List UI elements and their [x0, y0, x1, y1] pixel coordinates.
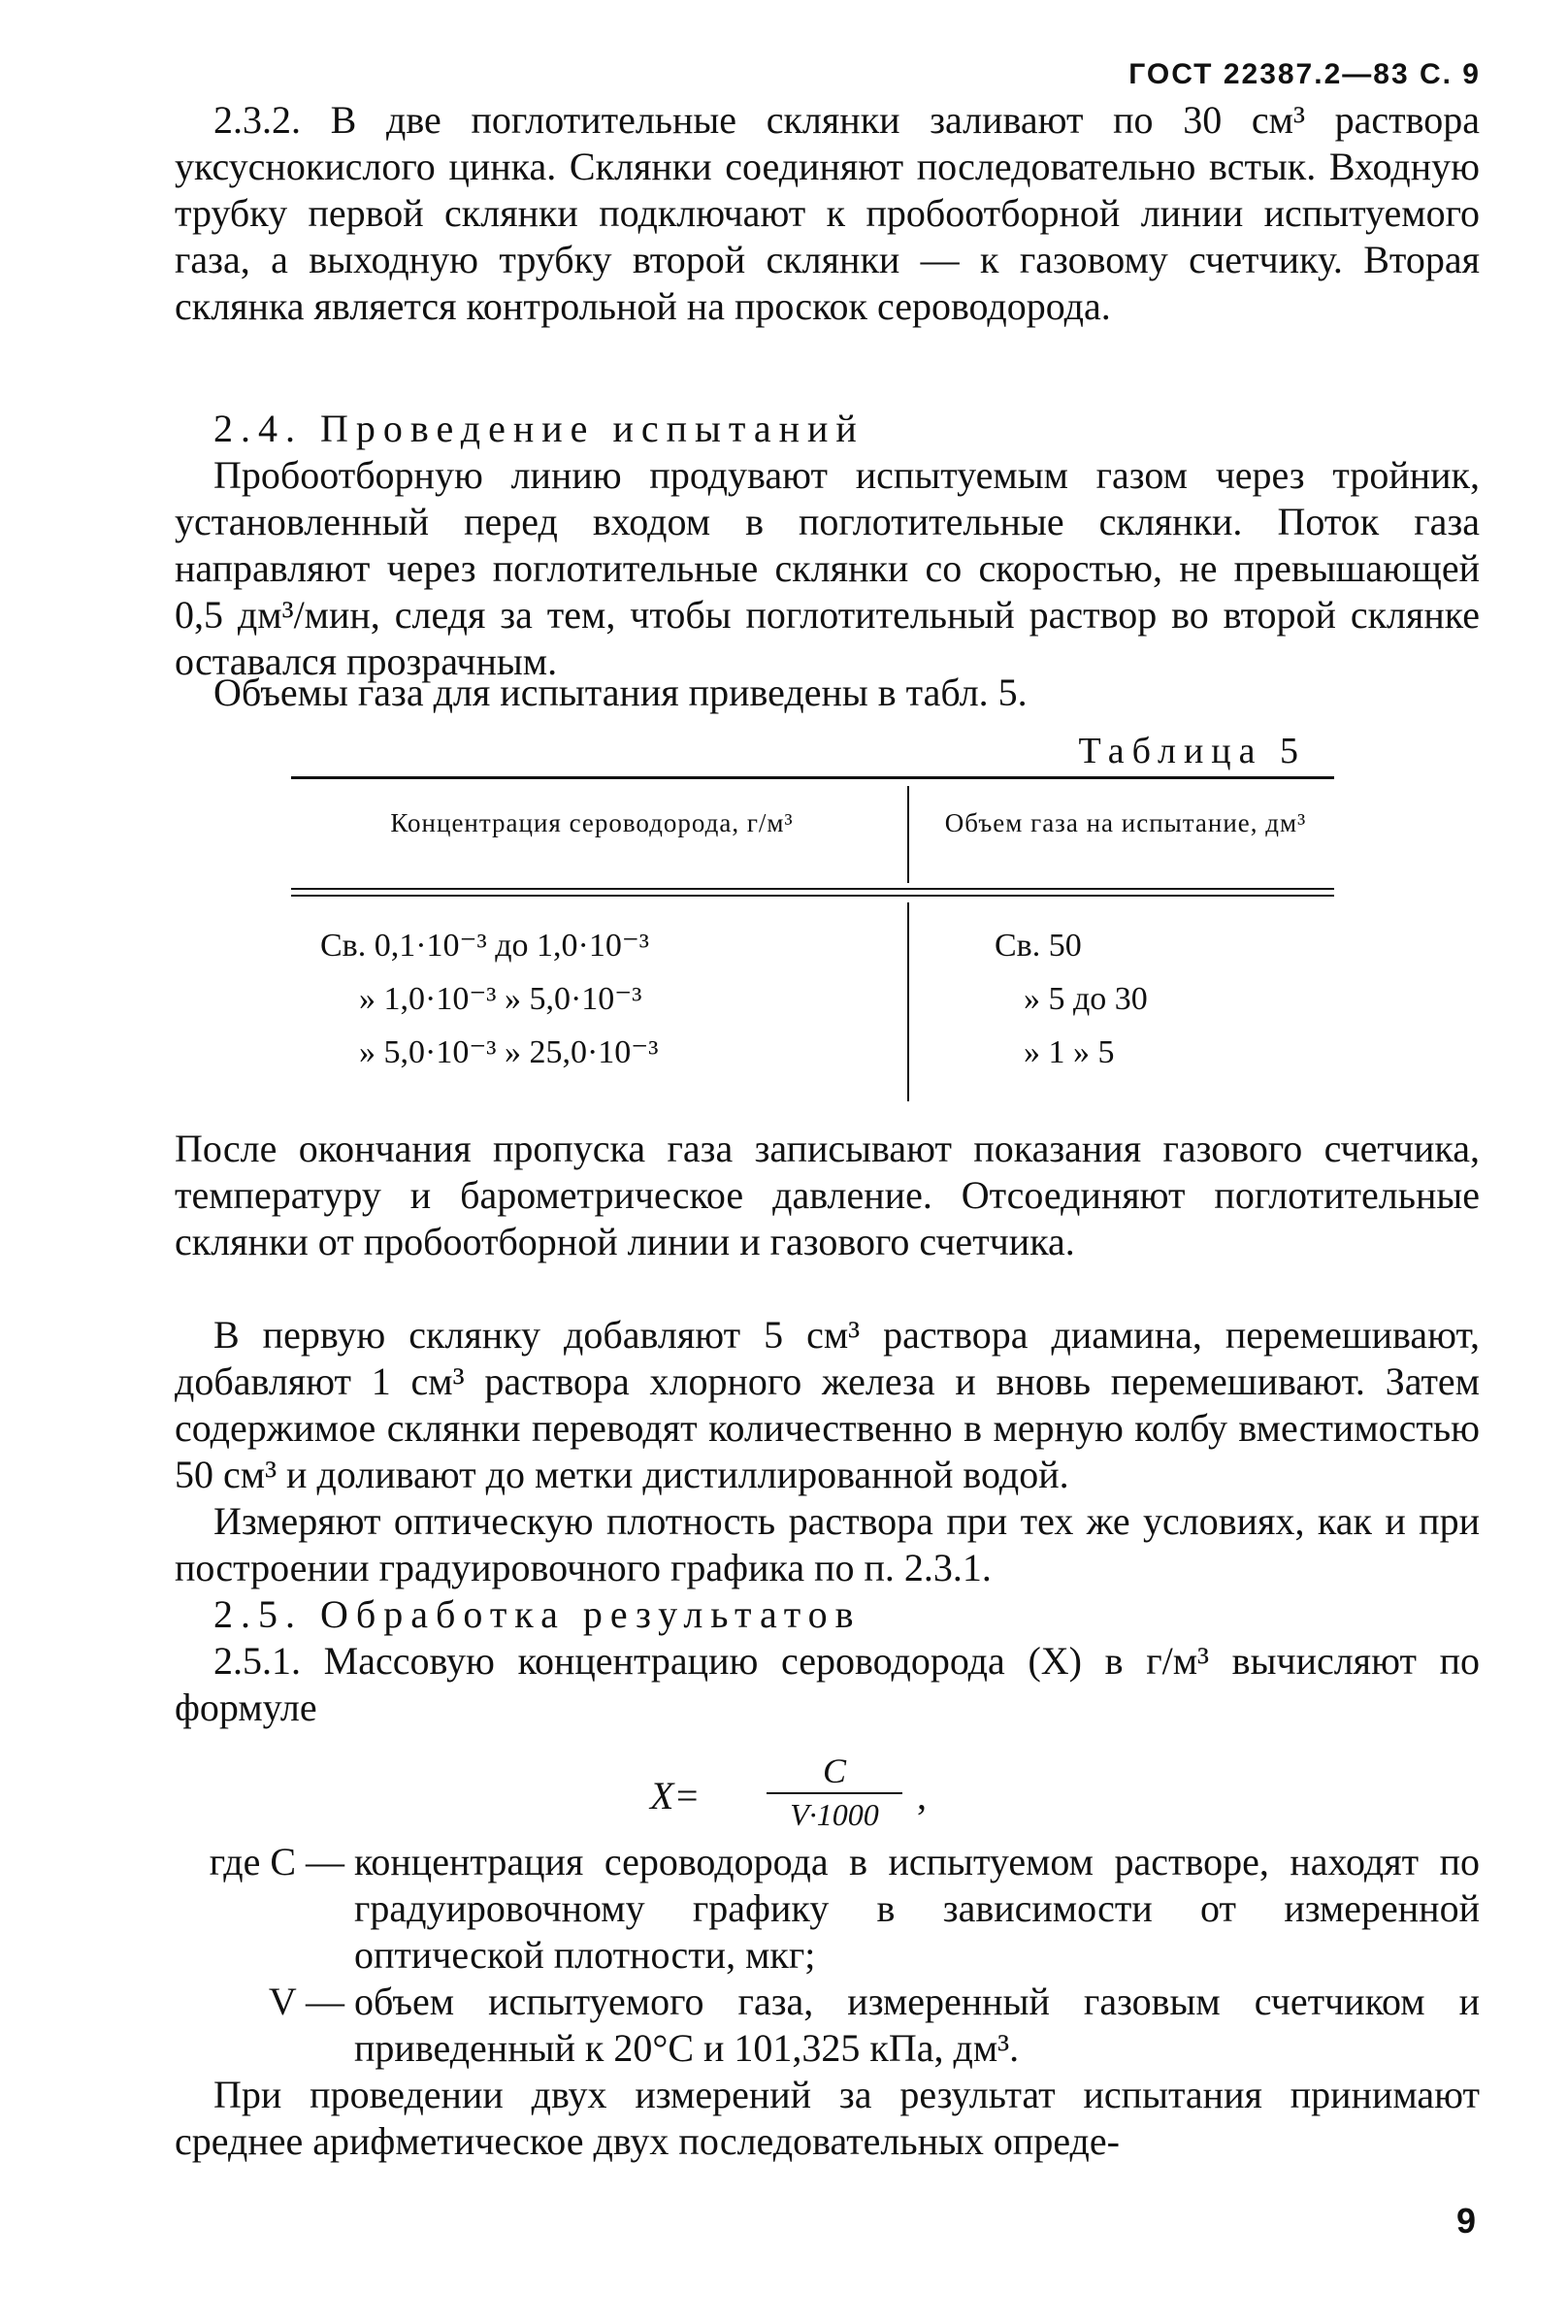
table-cell-concentration: » 1,0·10⁻³ » 5,0·10⁻³	[359, 981, 642, 1017]
table-header-volume: Объем газа на испытание, дм³	[944, 808, 1307, 837]
paragraph-final: При проведении двух измерений за результат испытания принимают среднее арифметическое двух последовательных опреде-	[175, 2073, 1480, 2163]
table-header-concentration: Концентрация сероводорода, г/м³	[390, 808, 794, 837]
section-heading-2-5: 2.5. Обработка результатов	[213, 1592, 862, 1636]
table-cell-volume: » 1 » 5	[1024, 1034, 1115, 1070]
page-number: 9	[1455, 2201, 1476, 2241]
formula-denominator: V·1000	[790, 1797, 879, 1832]
section-heading-2-4: 2.4. Проведение испытаний	[213, 407, 865, 450]
table-caption: Таблица 5	[1078, 731, 1306, 771]
where-symbol: где C —	[209, 1840, 344, 1883]
where-description: концентрация сероводорода в испытуемом растворе, находят по градуировочному графику в зависимости от измеренной оптической плотности, мкг;	[354, 1840, 1480, 1977]
table-header-rule-1	[291, 888, 1334, 890]
table-cell-volume: » 5 до 30	[1024, 981, 1148, 1017]
paragraph-2-4-a: Пробоотборную линию продувают испытуемым газом через тройник, установленный перед входом в поглотительные склянки. Поток газа направляют через поглотительные склянки со скоростью, не превышающей 0,5 дм³/мин, следя за тем, чтобы поглотительный раствор во второй склянке оставался прозрачным.	[175, 453, 1480, 683]
formula-numerator: C	[822, 1751, 846, 1790]
paragraph-diamine: В первую склянку добавляют 5 см³ раствора диамина, перемешивают, добавляют 1 см³ раствора хлорного железа и вновь перемешивают. Затем содержимое склянки переводят количественно в мерную колбу вместимостью 50 см³ и доливают до метки дистиллированной водой.	[175, 1313, 1480, 1496]
paragraph-optical-density: Измеряют оптическую плотность раствора при тех же условиях, как и при построении градуировочного графика по п. 2.3.1.	[175, 1499, 1480, 1589]
table-cell-concentration: Св. 0,1·10⁻³ до 1,0·10⁻³	[320, 928, 649, 964]
document-header: ГОСТ 22387.2—83 С. 9	[1128, 58, 1481, 90]
table-cell-volume: Св. 50	[995, 928, 1082, 964]
where-symbol: V —	[268, 1980, 344, 2023]
formula-comma: ,	[917, 1774, 927, 1817]
paragraph-2-5-1: 2.5.1. Массовую концентрацию сероводорода (X) в г/м³ вычисляют по формуле	[175, 1639, 1480, 1729]
formula-fraction	[767, 1751, 902, 1833]
table-top-rule	[291, 776, 1334, 779]
table-cell-concentration: » 5,0·10⁻³ » 25,0·10⁻³	[359, 1034, 659, 1070]
paragraph-after-gas: После окончания пропуска газа записывают показания газового счетчика, температуру и барометрическое давление. Отсоединяют поглотительные склянки от пробоотборной линии и газового счетчика.	[175, 1127, 1480, 1263]
where-description: объем испытуемого газа, измеренный газовым счетчиком и приведенный к 20°C и 101,325 кПа, дм³.	[354, 1980, 1480, 2070]
formula-lhs: X=	[650, 1774, 701, 1817]
table-header-rule-2	[291, 895, 1334, 897]
paragraph-2-4-b: Объемы газа для испытания приведены в табл. 5.	[213, 671, 1028, 714]
table-header-divider	[907, 786, 909, 883]
table-body-divider	[907, 902, 909, 1101]
fraction-bar	[767, 1792, 902, 1794]
paragraph-2-3-2: 2.3.2. В две поглотительные склянки заливают по 30 см³ раствора уксуснокислого цинка. Склянки соединяют последовательно встык. Входную трубку первой склянки подключают к пробоотборной линии испытуемого газа, а выходную трубку второй склянки — к газовому счетчику. Вторая склянка является контрольной на проскок сероводорода.	[175, 98, 1480, 328]
